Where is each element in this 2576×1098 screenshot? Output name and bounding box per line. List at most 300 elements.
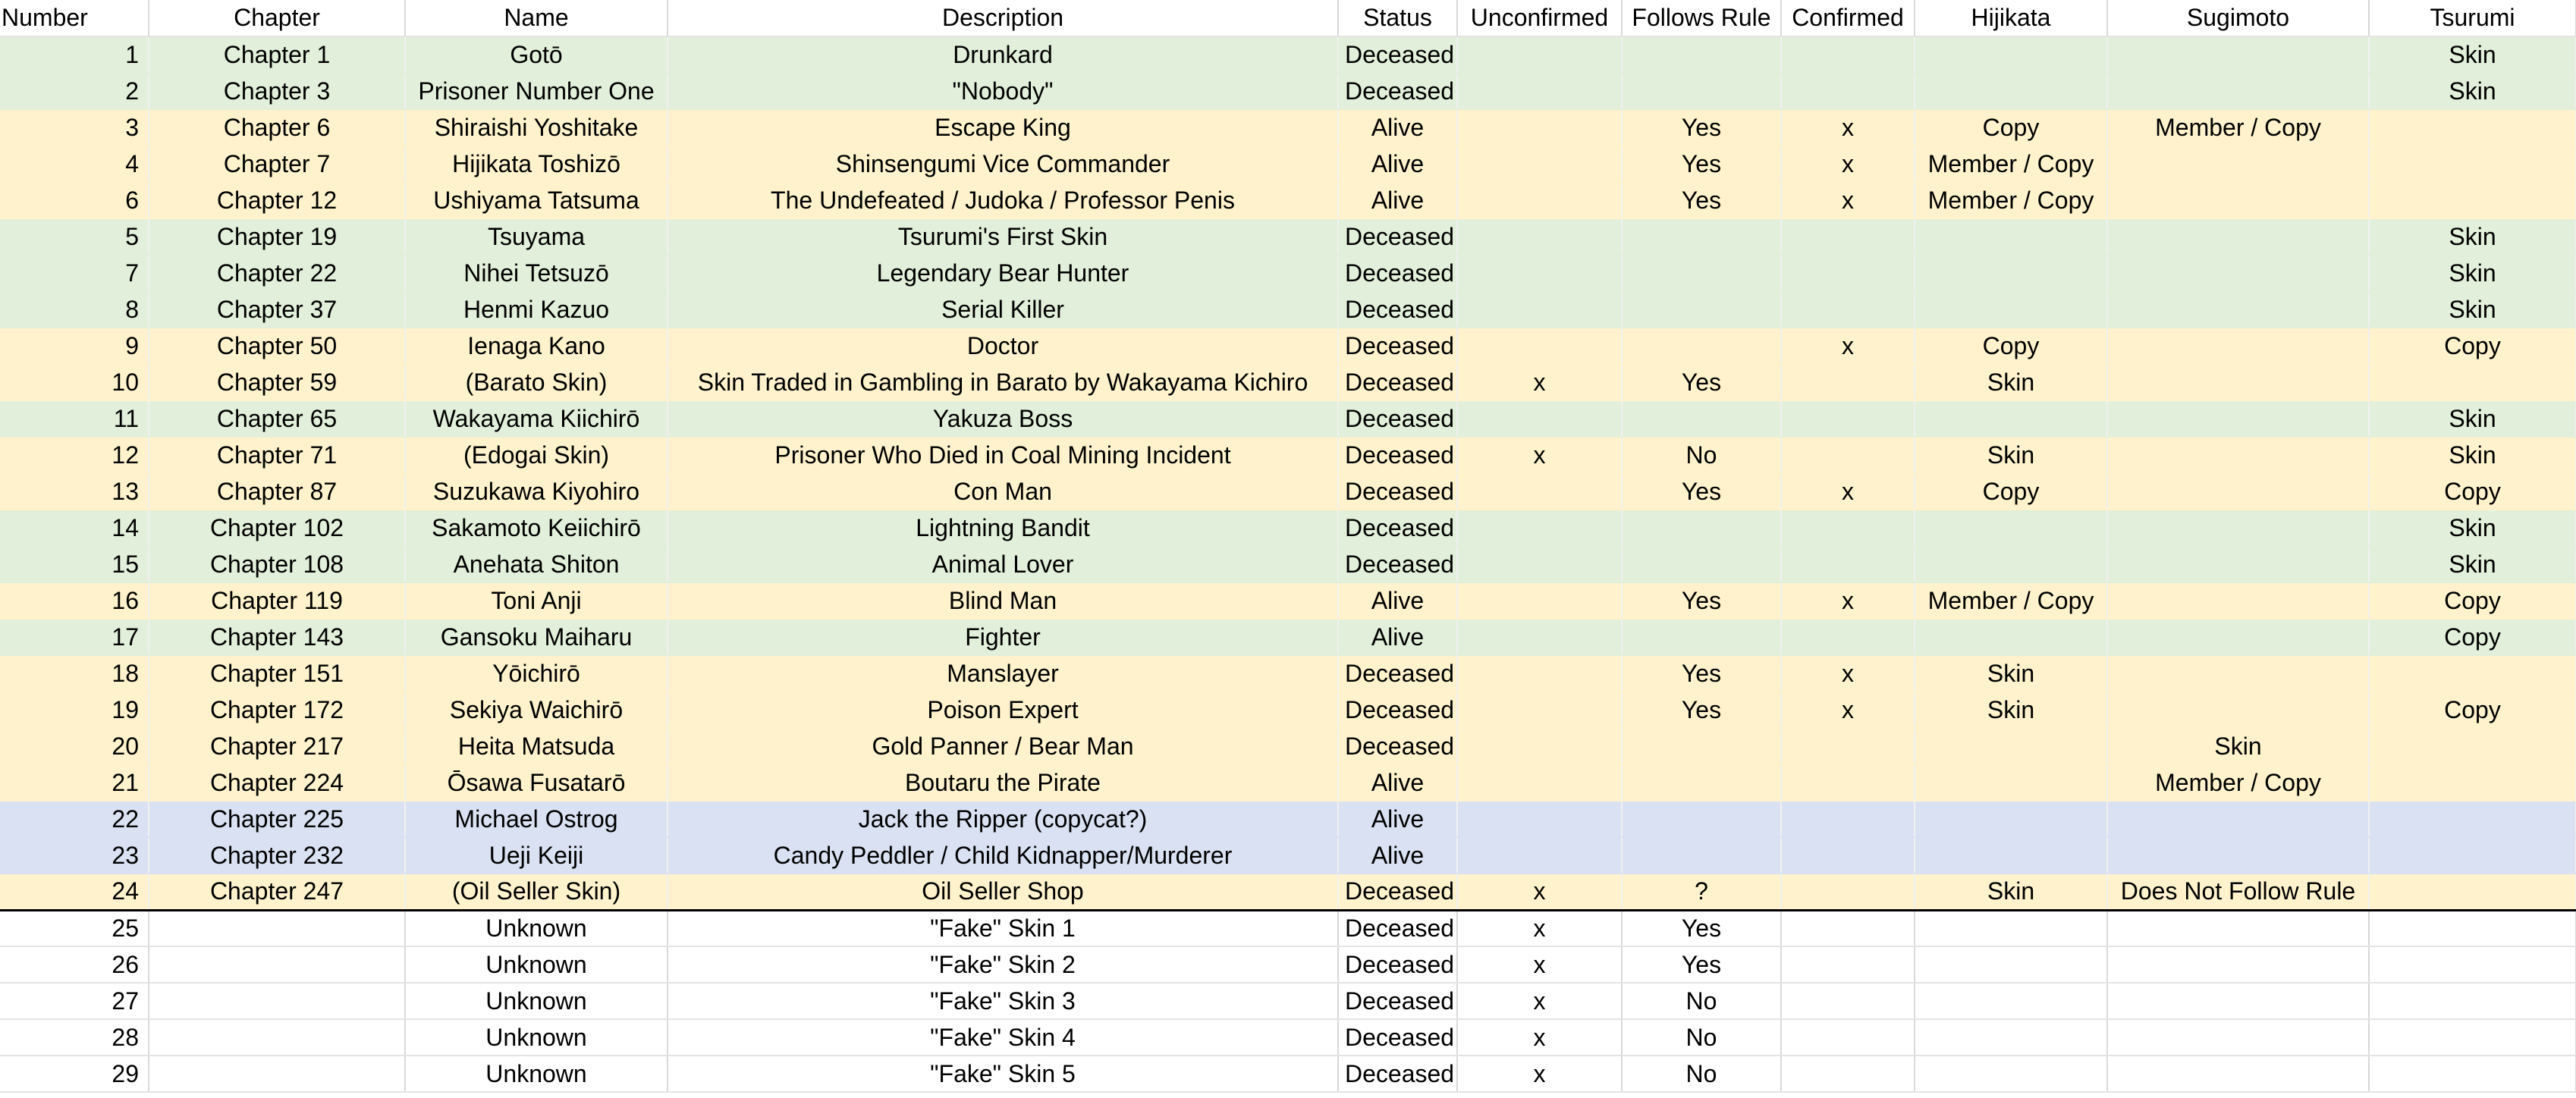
cell-hijikata[interactable]: Copy: [1915, 328, 2107, 364]
cell-follows-rule[interactable]: Yes: [1622, 946, 1781, 983]
cell-chapter[interactable]: Chapter 22: [149, 255, 405, 291]
cell-unconfirmed[interactable]: [1457, 328, 1622, 364]
cell-description[interactable]: Boutaru the Pirate: [668, 764, 1338, 801]
cell-sugimoto[interactable]: Member / Copy: [2107, 109, 2369, 146]
cell-description[interactable]: "Fake" Skin 2: [668, 946, 1338, 983]
cell-name[interactable]: Hijikata Toshizō: [405, 146, 668, 182]
cell-chapter[interactable]: [149, 946, 405, 983]
cell-number[interactable]: 6: [0, 182, 149, 218]
cell-unconfirmed[interactable]: x: [1457, 1019, 1622, 1056]
cell-hijikata[interactable]: Skin: [1915, 874, 2107, 910]
cell-tsurumi[interactable]: Skin: [2369, 218, 2576, 255]
cell-name[interactable]: Sekiya Waichirō: [405, 692, 668, 728]
cell-follows-rule[interactable]: [1622, 255, 1781, 291]
cell-sugimoto[interactable]: [2107, 546, 2369, 582]
cell-status[interactable]: Alive: [1338, 146, 1457, 182]
cell-hijikata[interactable]: [1915, 619, 2107, 655]
cell-description[interactable]: Blind Man: [668, 582, 1338, 619]
cell-follows-rule[interactable]: [1622, 291, 1781, 328]
cell-confirmed[interactable]: [1781, 510, 1915, 546]
cell-tsurumi[interactable]: [2369, 182, 2576, 218]
cell-hijikata[interactable]: Copy: [1915, 473, 2107, 510]
cell-confirmed[interactable]: x: [1781, 182, 1915, 218]
cell-hijikata[interactable]: [1915, 764, 2107, 801]
cell-description[interactable]: Oil Seller Shop: [668, 874, 1338, 910]
cell-chapter[interactable]: Chapter 65: [149, 400, 405, 437]
cell-description[interactable]: Fighter: [668, 619, 1338, 655]
cell-chapter[interactable]: Chapter 108: [149, 546, 405, 582]
cell-follows-rule[interactable]: No: [1622, 983, 1781, 1019]
cell-tsurumi[interactable]: Skin: [2369, 546, 2576, 582]
cell-description[interactable]: "Nobody": [668, 73, 1338, 109]
cell-hijikata[interactable]: [1915, 837, 2107, 874]
cell-sugimoto[interactable]: [2107, 36, 2369, 73]
cell-sugimoto[interactable]: [2107, 473, 2369, 510]
cell-chapter[interactable]: Chapter 12: [149, 182, 405, 218]
cell-description[interactable]: The Undefeated / Judoka / Professor Penis: [668, 182, 1338, 218]
cell-description[interactable]: Legendary Bear Hunter: [668, 255, 1338, 291]
cell-status[interactable]: Alive: [1338, 582, 1457, 619]
cell-number[interactable]: 16: [0, 582, 149, 619]
cell-unconfirmed[interactable]: [1457, 582, 1622, 619]
cell-follows-rule[interactable]: Yes: [1622, 910, 1781, 946]
cell-unconfirmed[interactable]: [1457, 692, 1622, 728]
cell-tsurumi[interactable]: [2369, 109, 2576, 146]
header-confirmed[interactable]: Confirmed: [1781, 0, 1915, 36]
cell-hijikata[interactable]: Member / Copy: [1915, 146, 2107, 182]
cell-confirmed[interactable]: [1781, 255, 1915, 291]
cell-name[interactable]: Yōichirō: [405, 655, 668, 692]
cell-status[interactable]: Alive: [1338, 764, 1457, 801]
cell-status[interactable]: Deceased: [1338, 946, 1457, 983]
cell-number[interactable]: 1: [0, 36, 149, 73]
cell-description[interactable]: Animal Lover: [668, 546, 1338, 582]
cell-number[interactable]: 22: [0, 801, 149, 837]
cell-chapter[interactable]: Chapter 102: [149, 510, 405, 546]
cell-description[interactable]: Jack the Ripper (copycat?): [668, 801, 1338, 837]
cell-unconfirmed[interactable]: [1457, 109, 1622, 146]
cell-hijikata[interactable]: [1915, 546, 2107, 582]
cell-number[interactable]: 23: [0, 837, 149, 874]
cell-unconfirmed[interactable]: x: [1457, 910, 1622, 946]
cell-confirmed[interactable]: [1781, 946, 1915, 983]
cell-chapter[interactable]: Chapter 71: [149, 437, 405, 473]
cell-name[interactable]: Suzukawa Kiyohiro: [405, 473, 668, 510]
cell-unconfirmed[interactable]: [1457, 36, 1622, 73]
cell-name[interactable]: Michael Ostrog: [405, 801, 668, 837]
cell-status[interactable]: Deceased: [1338, 473, 1457, 510]
cell-description[interactable]: Yakuza Boss: [668, 400, 1338, 437]
cell-follows-rule[interactable]: No: [1622, 1056, 1781, 1092]
cell-confirmed[interactable]: [1781, 364, 1915, 400]
cell-status[interactable]: Alive: [1338, 837, 1457, 874]
cell-chapter[interactable]: Chapter 151: [149, 655, 405, 692]
cell-tsurumi[interactable]: [2369, 910, 2576, 946]
cell-status[interactable]: Alive: [1338, 801, 1457, 837]
cell-unconfirmed[interactable]: [1457, 400, 1622, 437]
cell-number[interactable]: 29: [0, 1056, 149, 1092]
cell-hijikata[interactable]: [1915, 1019, 2107, 1056]
cell-status[interactable]: Deceased: [1338, 36, 1457, 73]
cell-number[interactable]: 10: [0, 364, 149, 400]
cell-tsurumi[interactable]: Skin: [2369, 437, 2576, 473]
cell-status[interactable]: Deceased: [1338, 73, 1457, 109]
cell-name[interactable]: Sakamoto Keiichirō: [405, 510, 668, 546]
cell-follows-rule[interactable]: No: [1622, 437, 1781, 473]
cell-description[interactable]: Prisoner Who Died in Coal Mining Incident: [668, 437, 1338, 473]
cell-tsurumi[interactable]: Skin: [2369, 36, 2576, 73]
cell-follows-rule[interactable]: [1622, 73, 1781, 109]
cell-hijikata[interactable]: [1915, 255, 2107, 291]
cell-number[interactable]: 19: [0, 692, 149, 728]
cell-follows-rule[interactable]: [1622, 36, 1781, 73]
header-follows-rule[interactable]: Follows Rule: [1622, 0, 1781, 36]
cell-tsurumi[interactable]: Skin: [2369, 73, 2576, 109]
cell-status[interactable]: Deceased: [1338, 910, 1457, 946]
cell-description[interactable]: "Fake" Skin 4: [668, 1019, 1338, 1056]
cell-confirmed[interactable]: [1781, 1019, 1915, 1056]
cell-description[interactable]: Drunkard: [668, 36, 1338, 73]
cell-follows-rule[interactable]: [1622, 400, 1781, 437]
cell-tsurumi[interactable]: Skin: [2369, 291, 2576, 328]
cell-description[interactable]: Escape King: [668, 109, 1338, 146]
cell-chapter[interactable]: Chapter 59: [149, 364, 405, 400]
cell-unconfirmed[interactable]: [1457, 546, 1622, 582]
cell-status[interactable]: Deceased: [1338, 291, 1457, 328]
cell-chapter[interactable]: Chapter 247: [149, 874, 405, 910]
cell-name[interactable]: Prisoner Number One: [405, 73, 668, 109]
cell-chapter[interactable]: Chapter 37: [149, 291, 405, 328]
cell-follows-rule[interactable]: [1622, 619, 1781, 655]
cell-confirmed[interactable]: [1781, 874, 1915, 910]
cell-name[interactable]: Henmi Kazuo: [405, 291, 668, 328]
cell-confirmed[interactable]: [1781, 546, 1915, 582]
cell-confirmed[interactable]: x: [1781, 328, 1915, 364]
cell-confirmed[interactable]: [1781, 437, 1915, 473]
cell-confirmed[interactable]: [1781, 36, 1915, 73]
cell-hijikata[interactable]: Member / Copy: [1915, 582, 2107, 619]
cell-sugimoto[interactable]: [2107, 910, 2369, 946]
cell-name[interactable]: Gansoku Maiharu: [405, 619, 668, 655]
cell-confirmed[interactable]: [1781, 619, 1915, 655]
cell-hijikata[interactable]: [1915, 36, 2107, 73]
cell-sugimoto[interactable]: [2107, 582, 2369, 619]
cell-tsurumi[interactable]: [2369, 983, 2576, 1019]
cell-chapter[interactable]: Chapter 87: [149, 473, 405, 510]
header-sugimoto[interactable]: Sugimoto: [2107, 0, 2369, 36]
cell-number[interactable]: 14: [0, 510, 149, 546]
cell-hijikata[interactable]: [1915, 946, 2107, 983]
cell-chapter[interactable]: Chapter 7: [149, 146, 405, 182]
cell-name[interactable]: Ōsawa Fusatarō: [405, 764, 668, 801]
cell-chapter[interactable]: Chapter 50: [149, 328, 405, 364]
cell-confirmed[interactable]: [1781, 73, 1915, 109]
cell-status[interactable]: Deceased: [1338, 255, 1457, 291]
cell-tsurumi[interactable]: Skin: [2369, 400, 2576, 437]
cell-description[interactable]: Tsurumi's First Skin: [668, 218, 1338, 255]
header-unconfirmed[interactable]: Unconfirmed: [1457, 0, 1622, 36]
cell-unconfirmed[interactable]: [1457, 801, 1622, 837]
cell-follows-rule[interactable]: [1622, 328, 1781, 364]
cell-chapter[interactable]: [149, 983, 405, 1019]
cell-confirmed[interactable]: [1781, 764, 1915, 801]
cell-unconfirmed[interactable]: [1457, 837, 1622, 874]
cell-follows-rule[interactable]: Yes: [1622, 582, 1781, 619]
cell-chapter[interactable]: Chapter 224: [149, 764, 405, 801]
cell-status[interactable]: Deceased: [1338, 692, 1457, 728]
cell-name[interactable]: Nihei Tetsuzō: [405, 255, 668, 291]
cell-hijikata[interactable]: [1915, 728, 2107, 764]
cell-confirmed[interactable]: x: [1781, 473, 1915, 510]
cell-tsurumi[interactable]: [2369, 874, 2576, 910]
cell-sugimoto[interactable]: [2107, 328, 2369, 364]
cell-tsurumi[interactable]: [2369, 1056, 2576, 1092]
cell-unconfirmed[interactable]: [1457, 473, 1622, 510]
cell-description[interactable]: Lightning Bandit: [668, 510, 1338, 546]
cell-hijikata[interactable]: [1915, 910, 2107, 946]
cell-unconfirmed[interactable]: x: [1457, 1056, 1622, 1092]
cell-number[interactable]: 20: [0, 728, 149, 764]
cell-name[interactable]: Wakayama Kiichirō: [405, 400, 668, 437]
header-number[interactable]: Number: [0, 0, 149, 36]
cell-sugimoto[interactable]: [2107, 692, 2369, 728]
cell-description[interactable]: "Fake" Skin 5: [668, 1056, 1338, 1092]
cell-number[interactable]: 3: [0, 109, 149, 146]
header-description[interactable]: Description: [668, 0, 1338, 36]
cell-confirmed[interactable]: x: [1781, 146, 1915, 182]
cell-tsurumi[interactable]: [2369, 837, 2576, 874]
cell-number[interactable]: 28: [0, 1019, 149, 1056]
cell-sugimoto[interactable]: [2107, 437, 2369, 473]
cell-unconfirmed[interactable]: x: [1457, 364, 1622, 400]
cell-description[interactable]: Doctor: [668, 328, 1338, 364]
cell-name[interactable]: Anehata Shiton: [405, 546, 668, 582]
cell-name[interactable]: Heita Matsuda: [405, 728, 668, 764]
cell-sugimoto[interactable]: [2107, 1056, 2369, 1092]
cell-tsurumi[interactable]: [2369, 146, 2576, 182]
cell-status[interactable]: Deceased: [1338, 874, 1457, 910]
cell-number[interactable]: 11: [0, 400, 149, 437]
cell-chapter[interactable]: Chapter 232: [149, 837, 405, 874]
cell-status[interactable]: Deceased: [1338, 218, 1457, 255]
header-chapter[interactable]: Chapter: [149, 0, 405, 36]
cell-chapter[interactable]: Chapter 172: [149, 692, 405, 728]
cell-sugimoto[interactable]: Member / Copy: [2107, 764, 2369, 801]
cell-sugimoto[interactable]: [2107, 255, 2369, 291]
cell-status[interactable]: Deceased: [1338, 1019, 1457, 1056]
cell-number[interactable]: 26: [0, 946, 149, 983]
cell-tsurumi[interactable]: Skin: [2369, 510, 2576, 546]
cell-hijikata[interactable]: Member / Copy: [1915, 182, 2107, 218]
cell-description[interactable]: Shinsengumi Vice Commander: [668, 146, 1338, 182]
cell-tsurumi[interactable]: Skin: [2369, 255, 2576, 291]
cell-name[interactable]: (Barato Skin): [405, 364, 668, 400]
cell-chapter[interactable]: [149, 910, 405, 946]
cell-follows-rule[interactable]: [1622, 546, 1781, 582]
cell-unconfirmed[interactable]: [1457, 655, 1622, 692]
cell-tsurumi[interactable]: [2369, 801, 2576, 837]
cell-follows-rule[interactable]: Yes: [1622, 655, 1781, 692]
cell-hijikata[interactable]: Skin: [1915, 655, 2107, 692]
cell-description[interactable]: Gold Panner / Bear Man: [668, 728, 1338, 764]
cell-name[interactable]: Gotō: [405, 36, 668, 73]
cell-number[interactable]: 9: [0, 328, 149, 364]
cell-hijikata[interactable]: [1915, 291, 2107, 328]
header-name[interactable]: Name: [405, 0, 668, 36]
cell-unconfirmed[interactable]: [1457, 764, 1622, 801]
cell-confirmed[interactable]: [1781, 291, 1915, 328]
cell-chapter[interactable]: Chapter 225: [149, 801, 405, 837]
cell-unconfirmed[interactable]: x: [1457, 946, 1622, 983]
cell-unconfirmed[interactable]: x: [1457, 437, 1622, 473]
cell-unconfirmed[interactable]: [1457, 510, 1622, 546]
cell-description[interactable]: Poison Expert: [668, 692, 1338, 728]
cell-number[interactable]: 7: [0, 255, 149, 291]
cell-confirmed[interactable]: [1781, 400, 1915, 437]
cell-name[interactable]: Unknown: [405, 1019, 668, 1056]
cell-confirmed[interactable]: [1781, 910, 1915, 946]
cell-number[interactable]: 5: [0, 218, 149, 255]
cell-follows-rule[interactable]: [1622, 764, 1781, 801]
cell-follows-rule[interactable]: Yes: [1622, 146, 1781, 182]
cell-confirmed[interactable]: x: [1781, 692, 1915, 728]
cell-sugimoto[interactable]: [2107, 73, 2369, 109]
cell-confirmed[interactable]: [1781, 218, 1915, 255]
cell-status[interactable]: Deceased: [1338, 728, 1457, 764]
cell-number[interactable]: 17: [0, 619, 149, 655]
cell-number[interactable]: 4: [0, 146, 149, 182]
cell-number[interactable]: 12: [0, 437, 149, 473]
cell-unconfirmed[interactable]: [1457, 255, 1622, 291]
cell-follows-rule[interactable]: No: [1622, 1019, 1781, 1056]
header-tsurumi[interactable]: Tsurumi: [2369, 0, 2576, 36]
cell-follows-rule[interactable]: [1622, 728, 1781, 764]
cell-description[interactable]: "Fake" Skin 1: [668, 910, 1338, 946]
cell-tsurumi[interactable]: Copy: [2369, 582, 2576, 619]
cell-hijikata[interactable]: [1915, 510, 2107, 546]
cell-sugimoto[interactable]: [2107, 218, 2369, 255]
cell-status[interactable]: Alive: [1338, 182, 1457, 218]
cell-follows-rule[interactable]: Yes: [1622, 692, 1781, 728]
cell-name[interactable]: (Oil Seller Skin): [405, 874, 668, 910]
cell-confirmed[interactable]: [1781, 837, 1915, 874]
cell-number[interactable]: 21: [0, 764, 149, 801]
cell-hijikata[interactable]: Skin: [1915, 364, 2107, 400]
cell-number[interactable]: 24: [0, 874, 149, 910]
cell-confirmed[interactable]: [1781, 983, 1915, 1019]
cell-chapter[interactable]: Chapter 143: [149, 619, 405, 655]
cell-tsurumi[interactable]: [2369, 655, 2576, 692]
cell-hijikata[interactable]: Skin: [1915, 437, 2107, 473]
cell-sugimoto[interactable]: [2107, 837, 2369, 874]
cell-unconfirmed[interactable]: [1457, 728, 1622, 764]
cell-name[interactable]: Toni Anji: [405, 582, 668, 619]
cell-status[interactable]: Deceased: [1338, 364, 1457, 400]
cell-hijikata[interactable]: [1915, 1056, 2107, 1092]
cell-sugimoto[interactable]: [2107, 946, 2369, 983]
cell-name[interactable]: Unknown: [405, 983, 668, 1019]
cell-status[interactable]: Deceased: [1338, 983, 1457, 1019]
cell-hijikata[interactable]: [1915, 400, 2107, 437]
cell-sugimoto[interactable]: [2107, 619, 2369, 655]
cell-sugimoto[interactable]: [2107, 364, 2369, 400]
cell-number[interactable]: 25: [0, 910, 149, 946]
cell-sugimoto[interactable]: [2107, 400, 2369, 437]
cell-number[interactable]: 13: [0, 473, 149, 510]
cell-tsurumi[interactable]: [2369, 1019, 2576, 1056]
cell-sugimoto[interactable]: [2107, 510, 2369, 546]
cell-sugimoto[interactable]: [2107, 1019, 2369, 1056]
cell-confirmed[interactable]: [1781, 728, 1915, 764]
cell-number[interactable]: 27: [0, 983, 149, 1019]
cell-tsurumi[interactable]: [2369, 946, 2576, 983]
cell-tsurumi[interactable]: [2369, 764, 2576, 801]
cell-hijikata[interactable]: [1915, 73, 2107, 109]
cell-description[interactable]: "Fake" Skin 3: [668, 983, 1338, 1019]
cell-tsurumi[interactable]: Copy: [2369, 692, 2576, 728]
cell-name[interactable]: Unknown: [405, 1056, 668, 1092]
cell-unconfirmed[interactable]: x: [1457, 874, 1622, 910]
cell-confirmed[interactable]: [1781, 801, 1915, 837]
cell-description[interactable]: Skin Traded in Gambling in Barato by Wakayama Kichiro: [668, 364, 1338, 400]
cell-description[interactable]: Manslayer: [668, 655, 1338, 692]
cell-chapter[interactable]: Chapter 217: [149, 728, 405, 764]
cell-status[interactable]: Deceased: [1338, 437, 1457, 473]
cell-number[interactable]: 15: [0, 546, 149, 582]
cell-hijikata[interactable]: [1915, 983, 2107, 1019]
cell-sugimoto[interactable]: Skin: [2107, 728, 2369, 764]
cell-description[interactable]: Candy Peddler / Child Kidnapper/Murderer: [668, 837, 1338, 874]
cell-unconfirmed[interactable]: [1457, 146, 1622, 182]
cell-chapter[interactable]: Chapter 1: [149, 36, 405, 73]
cell-status[interactable]: Deceased: [1338, 328, 1457, 364]
cell-chapter[interactable]: Chapter 6: [149, 109, 405, 146]
cell-confirmed[interactable]: x: [1781, 109, 1915, 146]
cell-status[interactable]: Alive: [1338, 109, 1457, 146]
cell-chapter[interactable]: Chapter 3: [149, 73, 405, 109]
cell-status[interactable]: Deceased: [1338, 1056, 1457, 1092]
cell-confirmed[interactable]: x: [1781, 655, 1915, 692]
cell-chapter[interactable]: Chapter 119: [149, 582, 405, 619]
cell-unconfirmed[interactable]: [1457, 619, 1622, 655]
cell-number[interactable]: 2: [0, 73, 149, 109]
cell-tsurumi[interactable]: [2369, 728, 2576, 764]
cell-status[interactable]: Deceased: [1338, 655, 1457, 692]
cell-name[interactable]: Ienaga Kano: [405, 328, 668, 364]
cell-name[interactable]: Unknown: [405, 946, 668, 983]
cell-name[interactable]: Unknown: [405, 910, 668, 946]
cell-status[interactable]: Deceased: [1338, 546, 1457, 582]
cell-confirmed[interactable]: [1781, 1056, 1915, 1092]
cell-unconfirmed[interactable]: [1457, 291, 1622, 328]
cell-confirmed[interactable]: x: [1781, 582, 1915, 619]
cell-hijikata[interactable]: Copy: [1915, 109, 2107, 146]
cell-name[interactable]: (Edogai Skin): [405, 437, 668, 473]
header-status[interactable]: Status: [1338, 0, 1457, 36]
cell-tsurumi[interactable]: Copy: [2369, 619, 2576, 655]
cell-number[interactable]: 18: [0, 655, 149, 692]
cell-unconfirmed[interactable]: [1457, 182, 1622, 218]
cell-unconfirmed[interactable]: [1457, 73, 1622, 109]
cell-follows-rule[interactable]: [1622, 801, 1781, 837]
cell-tsurumi[interactable]: Copy: [2369, 328, 2576, 364]
cell-chapter[interactable]: Chapter 19: [149, 218, 405, 255]
cell-number[interactable]: 8: [0, 291, 149, 328]
cell-description[interactable]: Serial Killer: [668, 291, 1338, 328]
cell-sugimoto[interactable]: [2107, 182, 2369, 218]
cell-description[interactable]: Con Man: [668, 473, 1338, 510]
cell-chapter[interactable]: [149, 1019, 405, 1056]
